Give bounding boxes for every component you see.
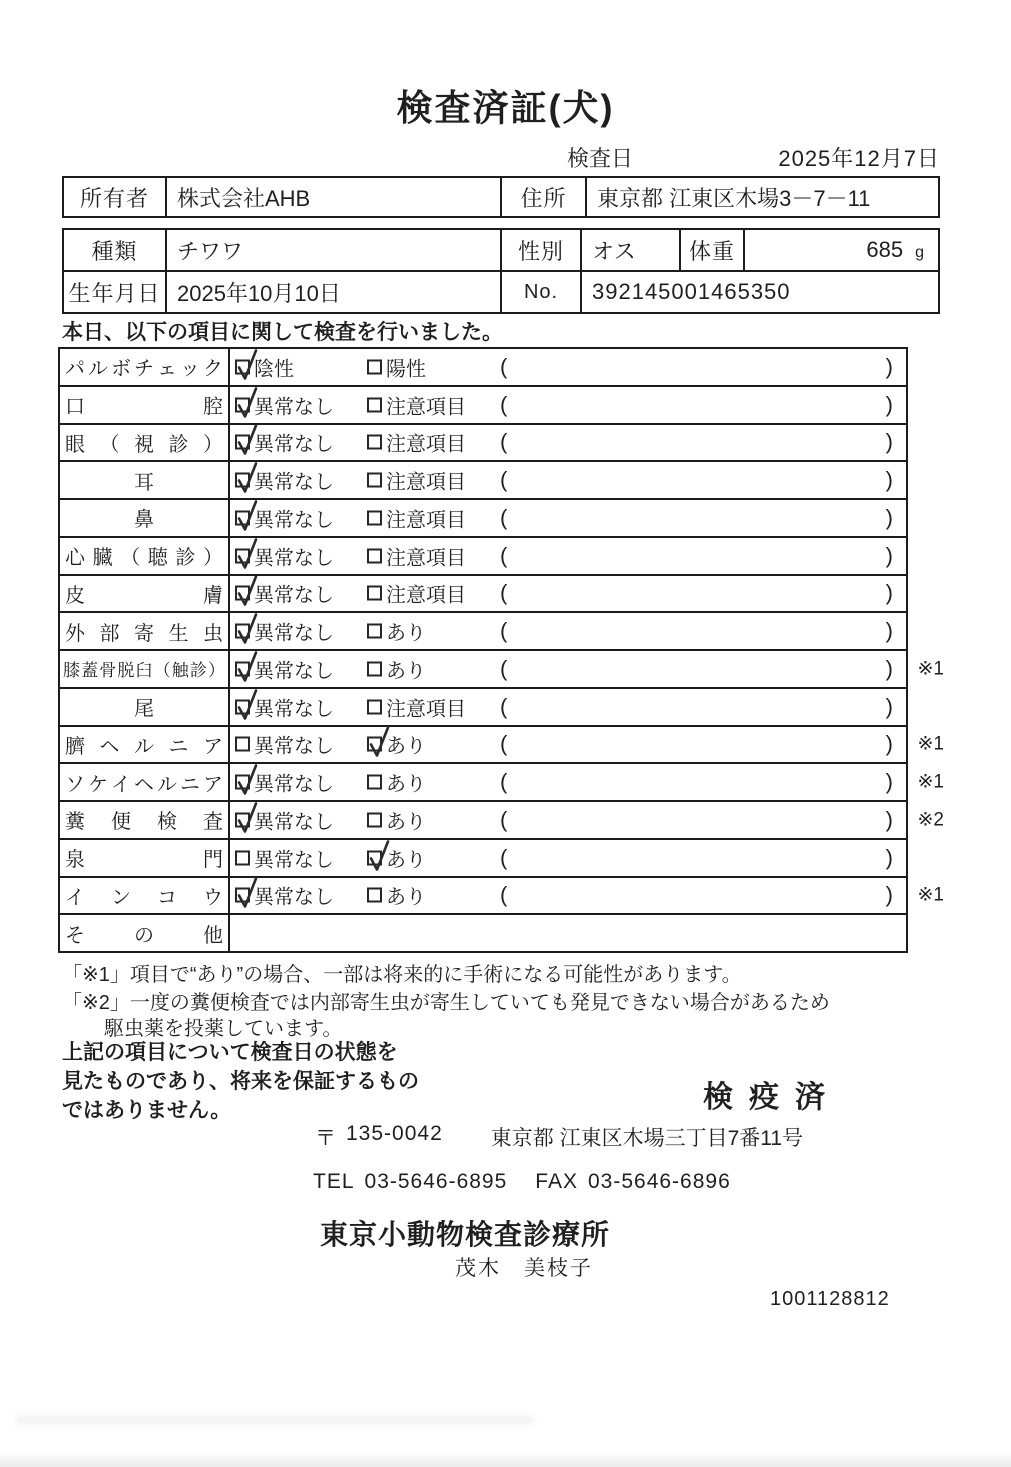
paren-close: ): [885, 580, 893, 606]
option-2: [367, 654, 426, 683]
row-content: [230, 462, 906, 498]
weight-label: 体重: [681, 230, 745, 270]
option-1: [235, 428, 334, 457]
option-label: あり: [386, 773, 426, 796]
check-mark-icon: [363, 724, 393, 760]
checkbox-unchecked: [367, 812, 382, 827]
checkbox-unchecked: [367, 661, 382, 676]
row-content: [230, 576, 906, 612]
address-value: 東京都 江東区木場3－7－11: [597, 185, 871, 211]
check-mark-icon: [231, 875, 261, 911]
check-mark-icon: [231, 460, 261, 496]
checklist-table: [58, 347, 944, 953]
page-title: 検査済証(犬): [396, 87, 615, 128]
disclaimer-text: [62, 1038, 419, 1125]
footnote-2-continuation: 駆虫薬を投薬しています。: [104, 1018, 343, 1040]
option-1: [235, 768, 334, 797]
paren-close: ): [885, 769, 893, 795]
breed-value: チワワ: [167, 230, 502, 270]
row-label: そ の 他: [60, 915, 230, 951]
disclaimer-line-2: 見たものであり、将来を保証するもの: [62, 1070, 419, 1093]
paren-close: ): [885, 542, 893, 568]
sex-label: 性別: [502, 230, 582, 270]
checkbox-unchecked: [367, 359, 382, 374]
pet-info-row-1: [64, 230, 938, 270]
row-note: ※1: [917, 658, 944, 680]
checkbox-checked: [367, 737, 382, 752]
checkbox-unchecked: [367, 775, 382, 790]
option-2: [367, 692, 466, 721]
check-mark-icon: [231, 497, 261, 533]
postal-code: 135-0042: [346, 1122, 443, 1145]
checkbox-unchecked: [367, 888, 382, 903]
checklist-row: [60, 649, 944, 687]
row-note: ※1: [917, 733, 944, 755]
checkbox-unchecked: [367, 624, 382, 639]
option-label: 異常なし: [254, 886, 334, 909]
paren-close: ): [885, 844, 893, 870]
option-1: [235, 466, 334, 495]
row-label: 泉 門: [60, 840, 230, 876]
option-label: 注意項目: [386, 547, 466, 570]
paren-open: (: [500, 580, 508, 606]
clinic-representative: 茂木 美枝子: [455, 1257, 593, 1280]
checkbox-checked: [235, 548, 250, 563]
row-label: 口 腔: [60, 387, 230, 423]
check-mark-icon: [231, 573, 261, 609]
row-content: [230, 651, 906, 687]
option-1: [235, 579, 334, 608]
scan-artifact-smudge: [15, 1415, 535, 1425]
paren-close: ): [885, 353, 893, 379]
check-mark-icon: [231, 346, 261, 382]
checklist-row: [60, 498, 906, 536]
option-label: 注意項目: [386, 396, 466, 419]
checklist-row: [60, 838, 906, 876]
paren-open: (: [500, 655, 508, 681]
weight-cell: [745, 230, 938, 270]
check-mark-icon: [231, 422, 261, 458]
option-1: [235, 692, 334, 721]
checklist-row: [60, 762, 944, 800]
option-1: [235, 390, 334, 419]
paren-close: ): [885, 618, 893, 644]
option-label: 異常なし: [254, 396, 334, 419]
breed-label: 種類: [64, 230, 167, 270]
no-value: 392145001465350: [592, 279, 791, 304]
option-2: [367, 503, 466, 532]
checkbox-checked: [235, 775, 250, 790]
checkbox-checked: [235, 624, 250, 639]
option-1: [235, 503, 334, 532]
option-label: 陽性: [386, 358, 426, 381]
option-label: 異常なし: [254, 773, 334, 796]
checkbox-unchecked: [367, 586, 382, 601]
check-mark-icon: [231, 648, 261, 684]
row-label: 膝 蓋 骨 脱 臼 （ 触 診 ）: [60, 651, 230, 687]
paren-open: (: [500, 882, 508, 908]
row-label: 耳: [60, 462, 230, 498]
row-content: [230, 500, 906, 536]
check-mark-icon: [231, 611, 261, 647]
option-2: [367, 352, 426, 381]
option-label: 異常なし: [254, 584, 334, 607]
weight-unit: g: [915, 244, 924, 261]
checkbox-unchecked: [367, 510, 382, 525]
row-content: [230, 425, 906, 461]
scan-artifact-bottom-edge: [0, 1451, 1011, 1467]
clinic-postal-line: [315, 1122, 803, 1152]
row-label: イ ン コ ウ: [60, 878, 230, 914]
option-label: 異常なし: [254, 622, 334, 645]
row-label: 糞 便 検 査: [60, 802, 230, 838]
footnote-2: 「※2」一度の糞便検査では内部寄生虫が寄生していても発見できない場合があるため: [62, 992, 830, 1014]
row-note: ※1: [917, 884, 944, 906]
fax-value: 03-5646-6896: [587, 1170, 731, 1193]
option-2: [367, 428, 466, 457]
checklist-row: [60, 913, 906, 951]
option-label: 異常なし: [254, 735, 334, 758]
row-content: [230, 764, 906, 800]
checklist-row: [60, 385, 906, 423]
check-mark-icon: [231, 384, 261, 420]
sex-value: オス: [582, 230, 681, 270]
option-1: [235, 730, 334, 759]
pet-info-table: [62, 228, 940, 314]
birthdate-value: 2025年10月10日: [167, 272, 502, 312]
row-label: 皮 膚: [60, 576, 230, 612]
paren-open: (: [500, 542, 508, 568]
option-label: あり: [386, 886, 426, 909]
paren-open: (: [500, 391, 508, 417]
option-label: 異常なし: [254, 471, 334, 494]
paren-close: ): [885, 806, 893, 832]
option-1: [235, 352, 294, 381]
option-1: [235, 654, 334, 683]
checklist-row: [60, 536, 906, 574]
row-content: [230, 915, 906, 951]
row-label: 心 臓 （ 聴 診 ）: [60, 538, 230, 574]
checkbox-checked: [235, 812, 250, 827]
option-label: あり: [386, 735, 426, 758]
row-label: 臍 ヘ ル ニ ア: [60, 727, 230, 763]
paren-close: ): [885, 391, 893, 417]
option-label: 異常なし: [254, 698, 334, 721]
row-label: パ ル ボ チ ェ ッ ク: [60, 349, 230, 385]
tel-value: 03-5646-6895: [364, 1170, 508, 1193]
check-mark-icon: [363, 837, 393, 873]
footnote-1: 「※1」項目で“あり”の場合、一部は将来的に手術になる可能性があります。: [62, 964, 742, 986]
checkbox-checked: [235, 435, 250, 450]
check-mark-icon: [231, 762, 261, 798]
clinic-tel-line: [313, 1170, 731, 1194]
clinic-address: 東京都 江東区木場三丁目7番11号: [490, 1127, 804, 1150]
option-label: 注意項目: [386, 698, 466, 721]
row-content: [230, 349, 906, 385]
paren-open: (: [500, 429, 508, 455]
option-label: 異常なし: [254, 811, 334, 834]
paren-open: (: [500, 769, 508, 795]
weight-value: 685: [866, 237, 904, 262]
checkbox-checked: [235, 510, 250, 525]
postal-mark: 〒: [315, 1127, 336, 1150]
row-label: 外 部 寄 生 虫: [60, 613, 230, 649]
option-2: [367, 881, 426, 910]
checklist-row: [60, 423, 906, 461]
paren-close: ): [885, 655, 893, 681]
option-label: 注意項目: [386, 433, 466, 456]
option-1: [235, 805, 334, 834]
clinic-name: 東京小動物検査診療所: [320, 1219, 611, 1250]
row-note: ※2: [917, 809, 944, 831]
checklist-row: [60, 349, 906, 385]
option-label: 異常なし: [254, 849, 334, 872]
check-mark-icon: [231, 686, 261, 722]
paren-close: ): [885, 731, 893, 757]
no-label: No.: [502, 272, 582, 312]
checkbox-checked: [235, 397, 250, 412]
checklist-row: [60, 460, 906, 498]
row-content: [230, 840, 906, 876]
checkbox-checked: [235, 699, 250, 714]
row-content: [230, 727, 906, 763]
row-content: [230, 878, 906, 914]
address-label: 住所: [502, 178, 587, 216]
checkbox-unchecked: [235, 737, 250, 752]
birthdate-label: 生年月日: [64, 272, 167, 312]
option-1: [235, 881, 334, 910]
option-label: あり: [386, 622, 426, 645]
option-2: [367, 541, 466, 570]
option-2: [367, 390, 466, 419]
paren-open: (: [500, 504, 508, 530]
tel-label: TEL: [313, 1170, 355, 1193]
option-label: 異常なし: [254, 433, 334, 456]
owner-label: 所有者: [64, 178, 167, 216]
option-2: [367, 768, 426, 797]
fax-label: FAX: [535, 1170, 578, 1193]
checkbox-unchecked: [367, 397, 382, 412]
row-label: ソ ケ イ ヘ ル ニ ア: [60, 764, 230, 800]
quarantine-stamp: 検疫済: [703, 1081, 841, 1114]
paren-open: (: [500, 693, 508, 719]
row-note: ※1: [917, 771, 944, 793]
paren-close: ): [885, 429, 893, 455]
option-label: あり: [386, 849, 426, 872]
option-2: [367, 617, 426, 646]
checkbox-checked: [235, 359, 250, 374]
inspection-date-label: 検査日: [567, 146, 634, 171]
checkbox-checked: [235, 888, 250, 903]
checklist-row: [60, 876, 944, 914]
checklist-row: [60, 574, 906, 612]
option-label: 異常なし: [254, 547, 334, 570]
paren-close: ): [885, 882, 893, 908]
check-mark-icon: [231, 535, 261, 571]
row-content: [230, 387, 906, 423]
paren-close: ): [885, 504, 893, 530]
option-label: あり: [386, 811, 426, 834]
option-label: 注意項目: [386, 584, 466, 607]
checklist-row: [60, 687, 906, 725]
checklist-row: [60, 611, 906, 649]
paren-open: (: [500, 806, 508, 832]
disclaimer-line-1: 上記の項目について検査日の状態を: [62, 1041, 398, 1064]
option-label: あり: [386, 660, 426, 683]
row-content: [230, 802, 906, 838]
option-label: 陰性: [254, 358, 294, 381]
checkbox-checked: [235, 473, 250, 488]
intro-text: 本日、以下の項目に関して検査を行いました。: [62, 321, 503, 344]
paren-open: (: [500, 618, 508, 644]
disclaimer-line-3: ではありません。: [62, 1099, 232, 1122]
option-1: [235, 541, 334, 570]
paren-open: (: [500, 844, 508, 870]
row-content: [230, 689, 906, 725]
inspection-date-value: 2025年12月7日: [778, 146, 940, 171]
option-label: 異常なし: [254, 660, 334, 683]
paren-open: (: [500, 467, 508, 493]
checklist-row: [60, 725, 944, 763]
option-2: [367, 466, 466, 495]
paren-close: ): [885, 467, 893, 493]
row-label: 鼻: [60, 500, 230, 536]
row-content: [230, 613, 906, 649]
option-label: 注意項目: [386, 471, 466, 494]
check-mark-icon: [231, 799, 261, 835]
option-label: 異常なし: [254, 509, 334, 532]
option-1: [235, 617, 334, 646]
paren-open: (: [500, 731, 508, 757]
pet-info-row-2: [64, 270, 938, 312]
checkbox-checked: [235, 661, 250, 676]
checkbox-unchecked: [235, 850, 250, 865]
owner-table: [62, 176, 940, 218]
paren-open: (: [500, 353, 508, 379]
checkbox-unchecked: [367, 435, 382, 450]
row-content: [230, 538, 906, 574]
checklist-row: [60, 800, 944, 838]
row-label: 尾: [60, 689, 230, 725]
option-2: [367, 843, 426, 872]
checkbox-unchecked: [367, 699, 382, 714]
serial-number: 1001128812: [770, 1288, 890, 1310]
option-2: [367, 579, 466, 608]
checkbox-checked: [367, 850, 382, 865]
checkbox-checked: [235, 586, 250, 601]
paren-close: ): [885, 693, 893, 719]
checkbox-unchecked: [367, 548, 382, 563]
row-label: 眼 （ 視 診 ）: [60, 425, 230, 461]
option-1: [235, 843, 334, 872]
checkbox-unchecked: [367, 473, 382, 488]
owner-value: 株式会社AHB: [167, 178, 502, 216]
option-2: [367, 805, 426, 834]
option-label: 注意項目: [386, 509, 466, 532]
option-2: [367, 730, 426, 759]
